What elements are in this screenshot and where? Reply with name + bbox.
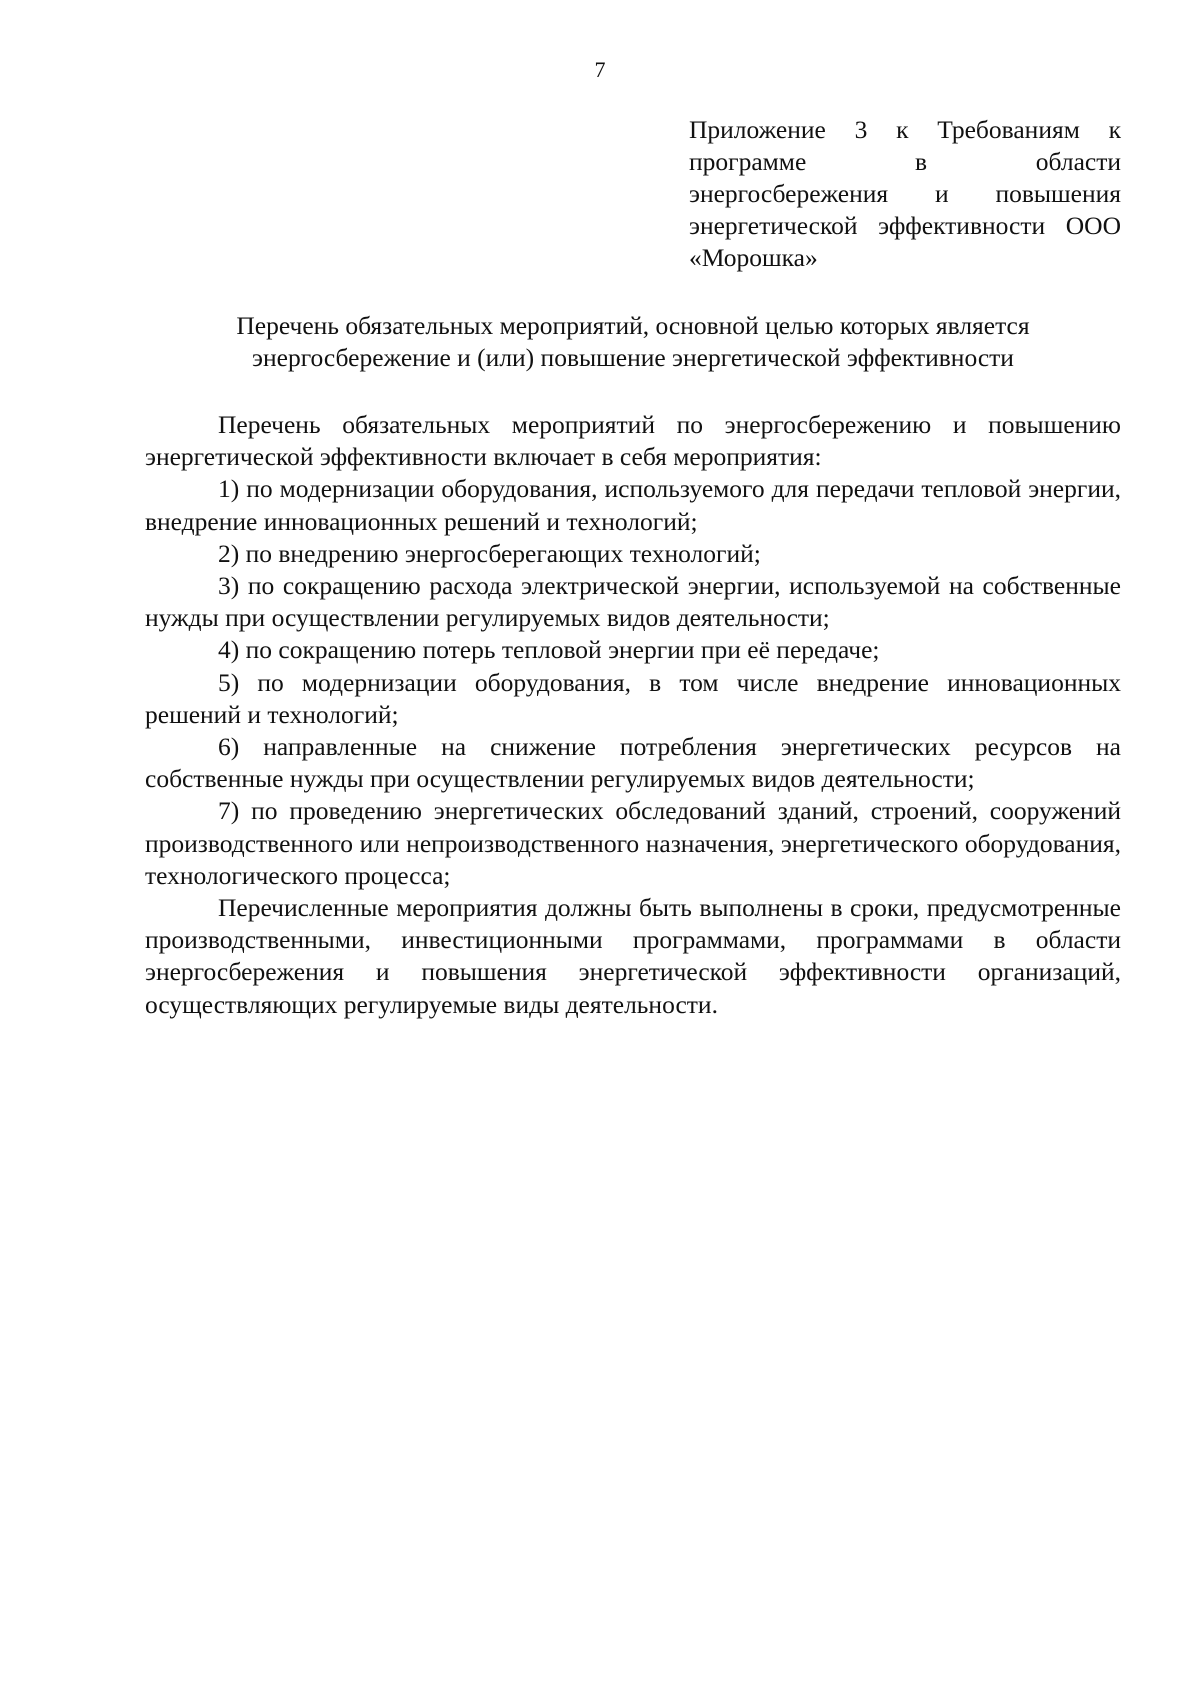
closing-paragraph: Перечисленные мероприятия должны быть выполнены в сроки, предусмотренные производственными, инвестиционными программами, программами в области энергосбережения и повышения энергетической эффективности организаций, осуществляющих регулируемые виды деятельности.	[145, 893, 1121, 1019]
list-item: 4) по сокращению потерь тепловой энергии при её передаче;	[218, 635, 880, 665]
page-number: 7	[594, 57, 606, 82]
list-item: 3) по сокращению расхода электрической энергии, используемой на собственные нужды при осуществлении регулируемых видов деятельности;	[145, 571, 1121, 633]
intro-paragraph: Перечень обязательных мероприятий по энергосбережению и повышению энергетической эффективности включает в себя мероприятия:	[145, 410, 1121, 472]
list-item: 7) по проведению энергетических обследований зданий, строений, сооружений производственного или непроизводственного назначения, энергетического оборудования, технологического процесса;	[145, 796, 1121, 890]
list-item: 5) по модернизации оборудования, в том числе внедрение инновационных решений и технологий;	[145, 667, 1121, 729]
heading-line-1: Перечень обязательных мероприятий, основной целью которых является	[236, 311, 1030, 340]
list-item: 6) направленные на снижение потребления энергетических ресурсов на собственные нужды при осуществлении регулируемых видов деятельности;	[145, 732, 1121, 794]
appendix-reference: Приложение 3 к Требованиям к программе в области энергосбережения и повышения энергетической эффективности ООО «Морошка»	[689, 115, 1121, 272]
document-heading	[145, 310, 1121, 374]
list-item: 1) по модернизации оборудования, используемого для передачи тепловой энергии, внедрение инновационных решений и технологий;	[145, 474, 1121, 536]
heading-line-2: энергосбережение и (или) повышение энергетической эффективности	[252, 343, 1014, 372]
document-body	[145, 409, 1121, 1021]
list-item: 2) по внедрению энергосберегающих технологий;	[218, 538, 761, 568]
